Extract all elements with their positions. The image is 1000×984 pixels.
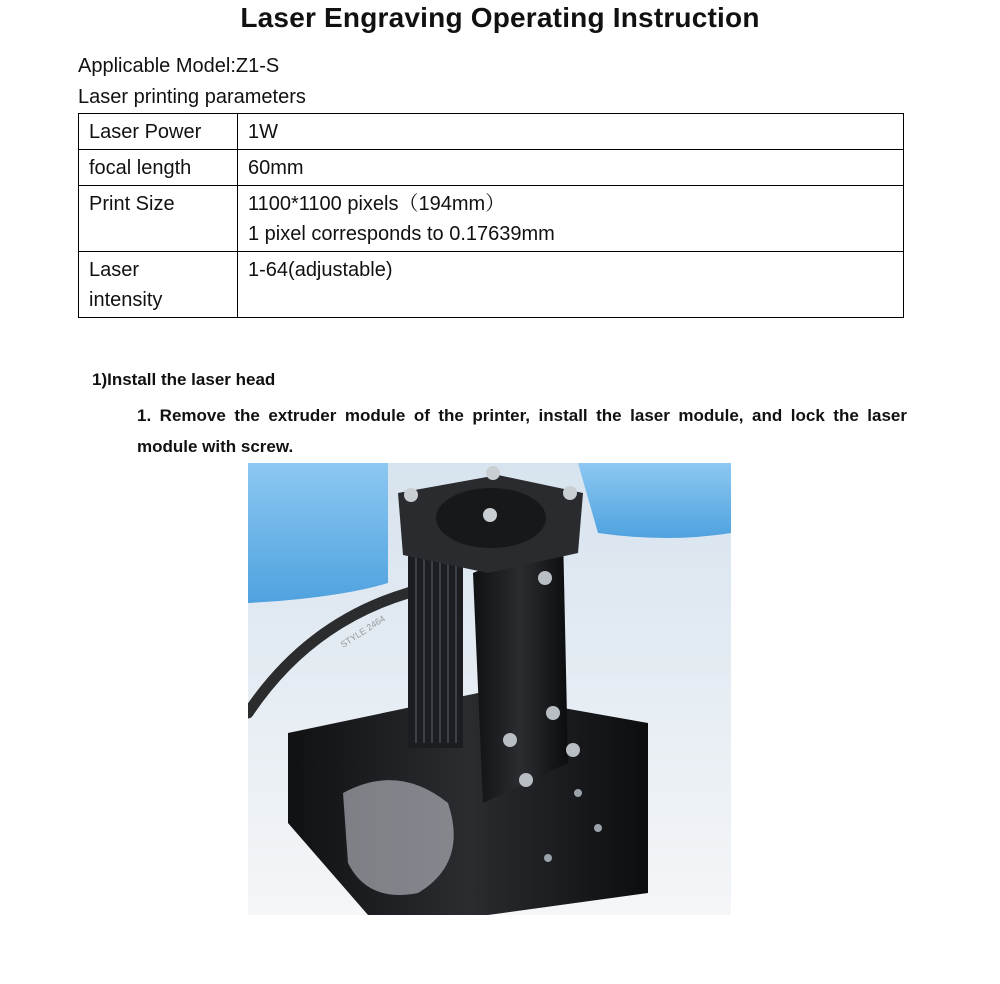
params-heading: Laser printing parameters [78,86,306,108]
table-row [79,114,904,150]
param-value-line: 1-64(adjustable) [248,259,393,281]
applicable-model: Applicable Model:Z1-S [78,55,280,77]
table-row [79,252,904,318]
screw [519,773,533,787]
table-row [79,186,904,252]
screw [483,508,497,522]
param-key-laser-power: Laser Power [79,114,238,150]
base-cutout [343,780,454,895]
param-value-line: 60mm [248,157,304,179]
param-value-line: 1100*1100 pixels（194mm） [248,193,506,215]
mount-base [288,693,648,915]
step-1-text: 1. Remove the extruder module of the printer, install the laser module, and lock the laser module with screw. [137,406,907,456]
page-title: Laser Engraving Operating Instruction [240,2,760,33]
laser-module-photo [248,463,731,915]
param-value-line: 1 pixel corresponds to 0.17639mm [248,223,555,245]
param-key-focal-length: focal length [79,150,238,186]
screw [503,733,517,747]
cable-print: STYLE 2464 [338,613,387,650]
param-value-laser-power [238,114,904,150]
mount-plate [473,533,568,803]
parameters-table [78,113,904,318]
blue-tray-right [578,463,731,538]
screw [404,488,418,502]
laser-module-illustration [248,463,731,915]
screw [563,486,577,500]
screw [566,743,580,757]
param-value-print-size [238,186,904,252]
param-value-focal-length [238,150,904,186]
table-row [79,150,904,186]
blue-tray-left [248,463,388,603]
base-hole [544,854,552,862]
param-key-laser-intensity: Laser intensity [79,252,238,318]
param-key-print-size: Print Size [79,186,238,252]
screw [546,706,560,720]
screw [486,466,500,480]
base-hole [594,824,602,832]
param-value-line: 1W [248,121,278,143]
param-value-laser-intensity [238,252,904,318]
screw [538,571,552,585]
section-heading: 1)Install the laser head [92,370,276,389]
base-hole [574,789,582,797]
